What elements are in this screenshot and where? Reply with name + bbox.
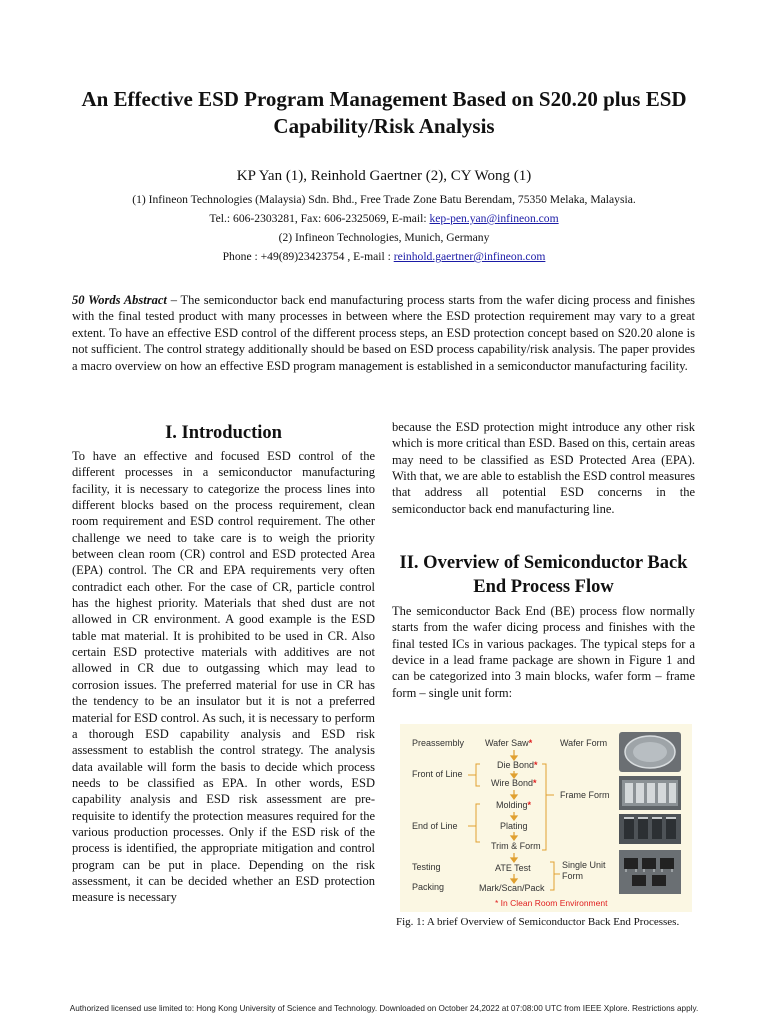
column-right-top	[392, 419, 695, 517]
clean-room-star: *	[533, 778, 537, 788]
stage-preassembly: Preassembly	[412, 738, 465, 748]
form-frame-form: Frame Form	[560, 790, 610, 800]
step-plating: Plating	[500, 821, 528, 831]
contact-tel: Tel.: 606-2303281, Fax: 606-2325069, E-mail:	[209, 212, 430, 225]
step-die-bond	[497, 760, 538, 770]
form-wafer-form: Wafer Form	[560, 738, 608, 748]
stage-testing: Testing	[412, 862, 441, 872]
step-die-bond-label: Die Bond	[497, 760, 535, 770]
stage-front-of-line: Front of Line	[412, 769, 463, 779]
step-molding-label: Molding	[496, 800, 528, 810]
intro-continuation: because the ESD protection might introduce any other risk which is more critical than ESD. Based on this, certain areas may need to be classified as ESD Protected Area (EPA). With that, we are able to establish the ESD control measures that address all potential ESD concerns in the semiconductor back end manufacturing line.	[392, 420, 695, 516]
license-footer: Authorized licensed use limited to: Hong Kong University of Science and Technology. Downloaded on October 24,2022 at 07:08:00 UTC from IEEE Xplore. Restrictions apply.	[69, 1004, 699, 1013]
abstract	[72, 292, 695, 374]
figure-caption: Fig. 1: A brief Overview of Semiconductor Back End Processes.	[396, 916, 680, 928]
clean-room-star: *	[527, 800, 532, 810]
wafer-illustration	[619, 732, 681, 772]
frame-illustration	[619, 776, 681, 844]
affiliation-2: (2) Infineon Technologies, Munich, Germany	[278, 231, 490, 244]
single-unit-illustration	[619, 850, 681, 894]
figure-process-flow	[400, 724, 692, 912]
contact-line-1	[60, 212, 708, 226]
abstract-text: – The semiconductor back end manufacturing process starts from the wafer dicing process and finishes with the final tested product with many processes in between where the ESD protection requirement may vary to a great extent. To have an effective ESD control of the different process steps, an ESD protection concept based on S20.20 alone is not sufficient. The control strategy additionally should be based on ESD process capability/risk analysis. The paper provides a macro overview on how an effective ESD program management is established in a semiconductor manufacturing facility.	[72, 293, 695, 373]
affiliation-1: (1) Infineon Technologies (Malaysia) Sdn. Bhd., Free Trade Zone Batu Berendam, 75350 Melaka, Malaysia.	[132, 193, 636, 206]
clean-room-legend: * In Clean Room Environment	[495, 898, 608, 908]
intro-paragraph: To have an effective and focused ESD control of the different processes in a semiconductor manufacturing facility, it is necessary to categorize the process lines into different blocks based on the process requirement, clean room requirement and ESD control requirement. The other challenge we need to take care is to weigh the priority between clean room (CR) control and ESD protected Area (EPA) control. The CR and EPA requirements very often contradict each other. For the case of CR, particle control has the highest priority. Materials that shed dust are not allowed in CR environment. A good example is the ESD table mat material. It is prohibited to be used in CR. Also certain ESD protective materials with additives are not allowed in CR due to outgassing which may lead to corrosion issues. The preferred material for use in CR has the tendency to be an insulator but it is not a preferred material for ESD control. As such, it is necessary to perform a thorough ESD capability analysis and ESD risk assessment to establish the control strategy. The analysis data available will form the basis to decide which process needs to be classified as EPA. In other words, ESD capability analysis and ESD risk assessment are pre-requisite to identify the protection measures required for the various production processes. Only if the ESD risk of the process is identified, the appropriate mitigation and control program can be put in place. Depending on the risk assessment, it can be decided whether an ESD protection measure is necessary	[72, 449, 375, 905]
overview-paragraph: The semiconductor Back End (BE) process flow normally starts from the wafer dicing process and finishes with the final tested ICs in various packages. The typical steps for a device in a lead frame package are shown in Figure 1 and can be categorized into 3 main blocks, wafer form – frame form – single unit form:	[392, 604, 695, 700]
section-heading-introduction: I. Introduction	[165, 423, 282, 443]
clean-room-star: *	[528, 738, 533, 748]
step-trim-form: Trim & Form	[491, 841, 541, 851]
step-wire-bond-label: Wire Bond	[491, 778, 534, 788]
email-link-1[interactable]: kep-pen.yan@infineon.com	[429, 212, 559, 225]
contact-line-2	[60, 250, 708, 264]
form-single-unit: Single Unit Form	[562, 860, 606, 881]
column-right-bottom	[392, 603, 695, 701]
step-wafer-saw	[485, 738, 533, 748]
stage-packing: Packing	[412, 882, 445, 892]
paper-title: An Effective ESD Program Management Based on S20.20 plus ESD Capability/Risk Analysis	[81, 87, 687, 138]
authors: KP Yan (1), Reinhold Gaertner (2), CY Wong (1)	[236, 168, 532, 184]
step-wafer-saw-label: Wafer Saw	[485, 738, 529, 748]
column-left	[72, 448, 375, 906]
step-molding	[496, 800, 532, 810]
contact-phone: Phone : +49(89)23423754 , E-mail :	[222, 250, 394, 263]
section-heading-overview: II. Overview of Semiconductor Back End Process Flow	[399, 553, 688, 597]
abstract-label: 50 Words Abstract	[72, 293, 167, 307]
clean-room-star: *	[534, 760, 538, 770]
step-wire-bond	[491, 778, 537, 788]
email-link-2[interactable]: reinhold.gaertner@infineon.com	[393, 250, 546, 263]
step-mark-scan-pack: Mark/Scan/Pack	[479, 883, 545, 893]
stage-end-of-line: End of Line	[412, 821, 458, 831]
step-ate-test: ATE Test	[495, 863, 531, 873]
